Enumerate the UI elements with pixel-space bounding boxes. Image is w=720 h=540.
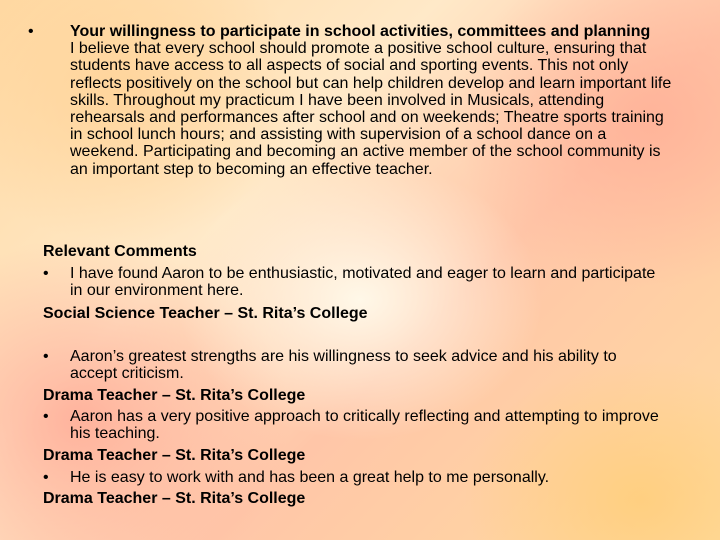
- comment-1-item: [43, 265, 663, 299]
- comment-4-item: [43, 469, 668, 486]
- bullet-icon: •: [43, 265, 49, 282]
- willingness-heading: Your willingness to participate in school activities, committees and planning: [70, 23, 651, 40]
- comment-3: [43, 408, 668, 442]
- bullet-icon: •: [28, 23, 34, 40]
- bullet-icon: •: [43, 348, 49, 365]
- comment-4-author: Drama Teacher – St. Rita’s College: [43, 490, 306, 507]
- willingness-item: [28, 23, 678, 178]
- comment-1-text: I have found Aaron to be enthusiastic, motivated and eager to learn and participate in our environment here.: [70, 265, 656, 300]
- comment-2-text: Aaron’s greatest strengths are his willingness to seek advice and his ability to accept criticism.: [70, 348, 617, 383]
- comment-3-author: Drama Teacher – St. Rita’s College: [43, 447, 306, 464]
- bullet-icon: •: [43, 408, 49, 425]
- comment-1-author: Social Science Teacher – St. Rita’s College: [43, 305, 368, 322]
- comment-4-text: He is easy to work with and has been a great help to me personally.: [70, 469, 550, 486]
- willingness-section: [28, 23, 678, 178]
- comment-3-text: Aaron has a very positive approach to critically reflecting and attempting to improve his teaching.: [70, 408, 659, 443]
- comment-2-item: [43, 348, 668, 382]
- comment-1: [43, 265, 663, 299]
- comment-3-item: [43, 408, 668, 442]
- willingness-paragraph: I believe that every school should promote a positive school culture, ensuring that students have access to all aspects of social and sporting events. This not only reflects positively on the school but can help children develop and learn important life skills. Throughout my practicum I have been involved in Musicals, attending rehearsals and performances after school and on weekends; Theatre sports training in school lunch hours; and assisting with supervision of a school dance on a weekend. Participating and becoming an active member of the school community is an important step to becoming an effective teacher.: [70, 40, 672, 178]
- comment-4: [43, 469, 668, 486]
- comment-2-author: Drama Teacher – St. Rita’s College: [43, 387, 306, 404]
- comment-2: [43, 348, 668, 382]
- relevant-comments-heading: Relevant Comments: [43, 243, 197, 260]
- bullet-icon: •: [43, 469, 49, 486]
